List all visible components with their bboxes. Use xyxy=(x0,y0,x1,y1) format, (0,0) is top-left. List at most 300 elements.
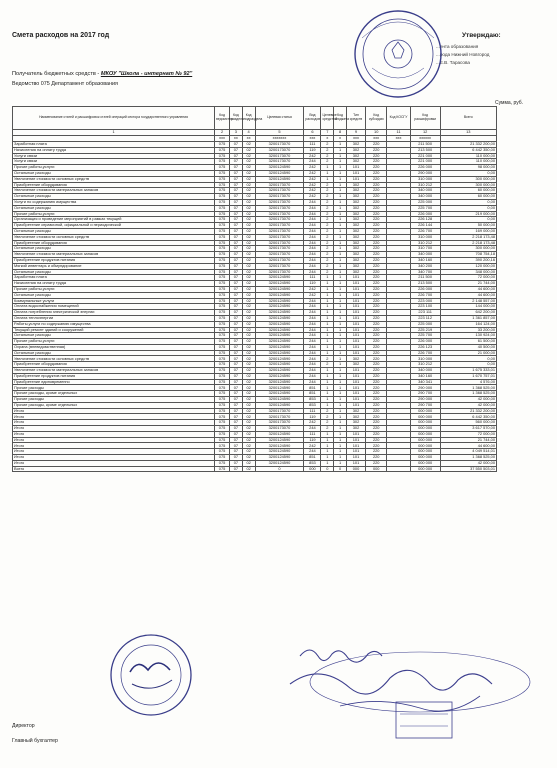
row-code-cell: 2 xyxy=(321,408,334,414)
row-code-cell: 220 xyxy=(366,443,387,449)
row-code-cell: 075 xyxy=(215,165,230,171)
row-code-cell: 1 xyxy=(334,182,347,188)
row-code-cell: 244 xyxy=(304,339,321,345)
row-code-cell: 220 xyxy=(366,281,387,287)
row-code-cell: 220 xyxy=(366,455,387,461)
row-amount-cell: 300 000,00 xyxy=(440,176,496,182)
column-number-7: 7 xyxy=(321,130,334,136)
row-code-cell: 1 xyxy=(321,315,334,321)
row-code-cell: 02 xyxy=(242,455,255,461)
row-code-cell: 07 xyxy=(230,240,243,246)
row-amount-cell: 1 368 525,00 xyxy=(440,385,496,391)
row-detail-code-cell: 225 700 xyxy=(410,205,440,211)
row-code-cell: 1 xyxy=(334,455,347,461)
row-code-cell: 07 xyxy=(230,402,243,408)
row-code-cell: 101 xyxy=(346,281,365,287)
row-code-cell: 244 xyxy=(304,298,321,304)
row-code-cell: 3200124590 xyxy=(255,170,304,176)
row-amount-cell: 21 744,00 xyxy=(440,281,496,287)
row-code-cell: 220 xyxy=(366,275,387,281)
row-code-cell: 244 xyxy=(304,234,321,240)
row-code-cell: 3200173070 xyxy=(255,228,304,234)
code-cell-2: ххх xyxy=(215,136,230,142)
row-code-cell: 07 xyxy=(230,205,243,211)
row-code-cell: 07 xyxy=(230,292,243,298)
row-code-cell: 075 xyxy=(215,310,230,316)
row-code-cell: 853 xyxy=(304,397,321,403)
row-detail-code-cell: 290 700 xyxy=(410,391,440,397)
row-name-cell: Прочие работы,услуги xyxy=(13,211,215,217)
row-amount-cell: 44 600,00 xyxy=(440,292,496,298)
row-name-cell: Приобретение оборудования xyxy=(13,362,215,368)
row-code-cell: 220 xyxy=(366,211,387,217)
row-code-cell: 075 xyxy=(215,263,230,269)
row-code-cell: 2 xyxy=(321,211,334,217)
code-cell-5: ххххххх xyxy=(255,136,304,142)
row-code-cell: 07 xyxy=(230,391,243,397)
row-amount-cell: 50 000,00 xyxy=(440,223,496,229)
row-code-cell: 2 xyxy=(321,205,334,211)
row-code-cell: 244 xyxy=(304,373,321,379)
row-name-cell: Остальные расходы xyxy=(13,269,215,275)
row-amount-cell: 3 617 570,00 xyxy=(440,426,496,432)
row-code-cell: 3200124590 xyxy=(255,286,304,292)
row-code-cell: 02 xyxy=(242,153,255,159)
row-name-cell: Приобретение справочной, официальной и периодической xyxy=(13,223,215,229)
row-code-cell: 242 xyxy=(304,292,321,298)
column-header-5: Целевая статья xyxy=(255,107,304,130)
row-code-cell: 3200124590 xyxy=(255,449,304,455)
row-code-cell: 3200124590 xyxy=(255,402,304,408)
row-code-cell: 220 xyxy=(366,327,387,333)
row-code-cell: 101 xyxy=(346,385,365,391)
row-amount-cell: 72 000,00 xyxy=(440,275,496,281)
row-code-cell: 3200173070 xyxy=(255,159,304,165)
row-code-cell: 02 xyxy=(242,437,255,443)
row-code-cell: 1 xyxy=(334,176,347,182)
row-code-cell: 244 xyxy=(304,199,321,205)
row-code-cell: 220 xyxy=(366,379,387,385)
row-code-cell: 220 xyxy=(366,188,387,194)
column-header-6: Вид расходов xyxy=(304,107,321,130)
row-code-cell: 302 xyxy=(346,211,365,217)
row-detail-code-cell: 226 000 xyxy=(410,165,440,171)
row-code-cell: 1 xyxy=(321,286,334,292)
row-code-cell: 220 xyxy=(366,182,387,188)
row-code-cell: 07 xyxy=(230,431,243,437)
row-code-cell: 075 xyxy=(215,176,230,182)
row-amount-cell: 300 000,00 xyxy=(440,182,496,188)
row-code-cell: 07 xyxy=(230,420,243,426)
row-code-cell: 101 xyxy=(346,333,365,339)
row-code-cell: 111 xyxy=(304,142,321,148)
row-code-cell: 101 xyxy=(346,379,365,385)
row-code-cell: 220 xyxy=(366,263,387,269)
row-code-cell: 220 xyxy=(366,310,387,316)
row-code-cell: 07 xyxy=(230,339,243,345)
row-amount-cell: 1 670 757,01 xyxy=(440,373,496,379)
row-code-cell: 3200124590 xyxy=(255,176,304,182)
row-code-cell: 1 xyxy=(334,170,347,176)
row-code-cell: 3200173070 xyxy=(255,252,304,258)
row-code-cell: 2 xyxy=(321,414,334,420)
row-code-cell: 075 xyxy=(215,379,230,385)
row-code-cell: 075 xyxy=(215,443,230,449)
row-code-cell: 2 xyxy=(321,142,334,148)
row-code-cell: 075 xyxy=(215,205,230,211)
row-code-cell: 220 xyxy=(366,286,387,292)
row-code-cell: 02 xyxy=(242,240,255,246)
row-detail-code-cell: 223 000 xyxy=(410,298,440,304)
row-code-cell: 1 xyxy=(334,165,347,171)
row-detail-code-cell: 226 128 xyxy=(410,217,440,223)
row-detail-code-cell: 226 700 xyxy=(410,350,440,356)
row-code-cell: 3200173070 xyxy=(255,223,304,229)
row-code-cell: 1 xyxy=(334,246,347,252)
row-code-cell: 1 xyxy=(321,321,334,327)
row-code-cell: 07 xyxy=(230,408,243,414)
row-code-cell: 075 xyxy=(215,344,230,350)
row-amount-cell: 42 000,00 xyxy=(440,397,496,403)
row-name-cell: Заработная плата xyxy=(13,142,215,148)
row-detail-code-cell: 225 219 xyxy=(410,327,440,333)
row-amount-cell: 4 049 514,01 xyxy=(440,449,496,455)
code-cell-11: ххх xyxy=(387,136,410,142)
row-name-cell: Увеличение стоимости материальных запасов xyxy=(13,188,215,194)
row-code-cell: 07 xyxy=(230,333,243,339)
row-code-cell: 302 xyxy=(346,234,365,240)
row-amount-cell: 98 000,00 xyxy=(440,165,496,171)
row-code-cell: 220 xyxy=(366,228,387,234)
row-code-cell: 02 xyxy=(242,350,255,356)
row-name-cell: Остальные расходы xyxy=(13,292,215,298)
row-code-cell: 220 xyxy=(366,385,387,391)
row-name-cell: Увеличение стоимости основных средств xyxy=(13,356,215,362)
row-code-cell: 07 xyxy=(230,304,243,310)
row-code-cell: 075 xyxy=(215,339,230,345)
row-code-cell: 02 xyxy=(242,397,255,403)
row-code-cell: 1 xyxy=(334,431,347,437)
row-code-cell: 111 xyxy=(304,275,321,281)
row-code-cell: 244 xyxy=(304,333,321,339)
row-code-cell: 302 xyxy=(346,420,365,426)
row-code-cell: 3200124590 xyxy=(255,385,304,391)
row-name-cell: Увеличение стоимости основных средств xyxy=(13,176,215,182)
row-code-cell: 075 xyxy=(215,466,230,472)
row-code-cell: 07 xyxy=(230,466,243,472)
row-code-cell: 3200124590 xyxy=(255,362,304,368)
row-code-cell: 07 xyxy=(230,298,243,304)
row-amount-cell: 21 332 200,00 xyxy=(440,142,496,148)
row-code-cell: 3200173070 xyxy=(255,217,304,223)
row-code-cell: 1 xyxy=(334,234,347,240)
row-amount-cell: 61 500,00 xyxy=(440,339,496,345)
row-code-cell: 302 xyxy=(346,153,365,159)
row-code-cell: 07 xyxy=(230,153,243,159)
row-code-cell: 244 xyxy=(304,327,321,333)
row-code-cell: 2 xyxy=(321,263,334,269)
row-code-cell: 220 xyxy=(366,368,387,374)
row-code-cell: 3200173070 xyxy=(255,153,304,159)
row-code-cell: 075 xyxy=(215,269,230,275)
row-code-cell: 3200124590 xyxy=(255,298,304,304)
row-amount-cell: 0,00 xyxy=(440,199,496,205)
row-code-cell: 07 xyxy=(230,368,243,374)
row-code-cell: 220 xyxy=(366,176,387,182)
row-name-cell: Итого xyxy=(13,455,215,461)
row-code-cell: 075 xyxy=(215,153,230,159)
row-code-cell: 119 xyxy=(304,414,321,420)
row-code-cell: 1 xyxy=(334,217,347,223)
row-amount-cell: 0,00 xyxy=(440,205,496,211)
row-name-cell: Увеличение стоимости материальных запасов xyxy=(13,368,215,374)
row-code-cell: 1 xyxy=(334,252,347,258)
row-code-cell: 07 xyxy=(230,257,243,263)
row-code-cell: 2 xyxy=(321,356,334,362)
row-detail-code-cell: 225 700 xyxy=(410,333,440,339)
row-code-cell: 101 xyxy=(346,327,365,333)
recipient-line xyxy=(12,71,192,77)
column-header-3: Код раздела xyxy=(230,107,243,130)
row-code-cell: 220 xyxy=(366,165,387,171)
row-code-cell: 02 xyxy=(242,188,255,194)
row-code-cell: 02 xyxy=(242,466,255,472)
column-header-7: Целевые средства xyxy=(321,107,334,130)
recipient-name: МКОУ "Школа - интернат № 92" xyxy=(100,71,193,77)
row-code-cell: 075 xyxy=(215,356,230,362)
row-code-cell: 075 xyxy=(215,275,230,281)
row-code-cell: 244 xyxy=(304,217,321,223)
row-code-cell: 07 xyxy=(230,176,243,182)
row-name-cell: Итого xyxy=(13,431,215,437)
row-code-cell: 1 xyxy=(334,228,347,234)
row-code-cell: 101 xyxy=(346,344,365,350)
row-code-cell: 1 xyxy=(334,368,347,374)
row-code-cell: 02 xyxy=(242,373,255,379)
row-code-cell: 075 xyxy=(215,217,230,223)
row-code-cell: 220 xyxy=(366,397,387,403)
row-code-cell: 075 xyxy=(215,327,230,333)
row-code-cell: 075 xyxy=(215,460,230,466)
row-code-cell: 1 xyxy=(334,240,347,246)
row-code-cell: 07 xyxy=(230,188,243,194)
row-code-cell: 1 xyxy=(334,194,347,200)
row-code-cell: 101 xyxy=(346,443,365,449)
row-code-cell: 02 xyxy=(242,281,255,287)
row-name-cell: Остальные расходы xyxy=(13,228,215,234)
row-detail-code-cell: 226 000 xyxy=(410,211,440,217)
row-code-cell: 07 xyxy=(230,182,243,188)
row-code-cell: 075 xyxy=(215,228,230,234)
row-code-cell: 02 xyxy=(242,339,255,345)
row-code-cell: 07 xyxy=(230,281,243,287)
row-detail-code-cell: 213 500 xyxy=(410,147,440,153)
row-code-cell: 220 xyxy=(366,362,387,368)
row-code-cell: 242 xyxy=(304,194,321,200)
row-code-cell: 07 xyxy=(230,356,243,362)
row-code-cell: 075 xyxy=(215,408,230,414)
row-code-cell: 0 xyxy=(334,466,347,472)
row-code-cell: 1 xyxy=(334,142,347,148)
row-code-cell: 02 xyxy=(242,379,255,385)
row-code-cell: 075 xyxy=(215,142,230,148)
row-code-cell: 3200124590 xyxy=(255,437,304,443)
row-amount-cell: 300 000,00 xyxy=(440,246,496,252)
row-code-cell: 242 xyxy=(304,420,321,426)
row-code-cell: 02 xyxy=(242,385,255,391)
row-code-cell: 02 xyxy=(242,170,255,176)
row-code-cell: 851 xyxy=(304,385,321,391)
row-detail-code-cell: 310 000 xyxy=(410,356,440,362)
row-amount-cell: 1 675 333,01 xyxy=(440,368,496,374)
row-amount-cell: 219 000,00 xyxy=(440,211,496,217)
row-name-cell: Остальные расходы xyxy=(13,333,215,339)
row-code-cell: 075 xyxy=(215,402,230,408)
row-code-cell: 3200124590 xyxy=(255,350,304,356)
row-code-cell: 075 xyxy=(215,397,230,403)
small-stamp-icon xyxy=(394,700,454,740)
row-amount-cell: 120 000,00 xyxy=(440,263,496,269)
row-detail-code-cell: 290 700 xyxy=(410,402,440,408)
row-code-cell: 1 xyxy=(321,339,334,345)
row-code-cell: 3200173070 xyxy=(255,234,304,240)
row-code-cell: 244 xyxy=(304,228,321,234)
row-code-cell: 1 xyxy=(321,176,334,182)
row-code-cell: 101 xyxy=(346,373,365,379)
currency-label: Сумма, руб. xyxy=(495,100,524,106)
row-code-cell: 101 xyxy=(346,339,365,345)
row-detail-code-cell: 340 341 xyxy=(410,379,440,385)
row-code-cell: 07 xyxy=(230,344,243,350)
row-code-cell: 000 xyxy=(366,466,387,472)
row-amount-cell: 72 000,00 xyxy=(440,431,496,437)
row-code-cell: 220 xyxy=(366,298,387,304)
row-amount-cell: 169 000,00 xyxy=(440,228,496,234)
row-code-cell: 02 xyxy=(242,159,255,165)
row-code-cell: 1 xyxy=(334,362,347,368)
row-name-cell: Работы,услуги по содержанию имущества xyxy=(13,321,215,327)
row-amount-cell: 4 576,00 xyxy=(440,379,496,385)
code-cell-4: хх xyxy=(242,136,255,142)
column-header-11: Код КОСГУ xyxy=(387,107,410,130)
row-amount-cell: 21 000,00 xyxy=(440,350,496,356)
row-amount-cell: 2 148 557,00 xyxy=(440,298,496,304)
row-code-cell: 1 xyxy=(321,327,334,333)
row-code-cell: 075 xyxy=(215,147,230,153)
row-code-cell: 3200124590 xyxy=(255,339,304,345)
row-code-cell: 220 xyxy=(366,269,387,275)
row-code-cell: 3200173070 xyxy=(255,269,304,275)
row-code-cell: 101 xyxy=(346,170,365,176)
row-code-cell: 220 xyxy=(366,437,387,443)
row-detail-code-cell: 340 200 xyxy=(410,263,440,269)
row-code-cell: 302 xyxy=(346,159,365,165)
code-cell-12: хххххх xyxy=(410,136,440,142)
row-code-cell: 075 xyxy=(215,159,230,165)
row-amount-cell: 44 600,00 xyxy=(440,443,496,449)
row-code-cell: 02 xyxy=(242,449,255,455)
row-code-cell: 242 xyxy=(304,286,321,292)
row-code-cell: 075 xyxy=(215,246,230,252)
row-code-cell: 1 xyxy=(334,385,347,391)
row-code-cell: 02 xyxy=(242,443,255,449)
row-code-cell: 02 xyxy=(242,344,255,350)
row-code-cell: 302 xyxy=(346,182,365,188)
row-code-cell: 302 xyxy=(346,194,365,200)
row-code-cell: 3200124590 xyxy=(255,455,304,461)
row-code-cell: 220 xyxy=(366,431,387,437)
row-code-cell: 07 xyxy=(230,217,243,223)
row-code-cell: 3200173070 xyxy=(255,147,304,153)
row-code-cell: 000 xyxy=(346,466,365,472)
row-code-cell: 853 xyxy=(304,402,321,408)
row-code-cell: 220 xyxy=(366,170,387,176)
row-code-cell: 1 xyxy=(334,397,347,403)
row-name-cell: Итого xyxy=(13,420,215,426)
row-code-cell: 3200173070 xyxy=(255,194,304,200)
row-name-cell: Заработная плата xyxy=(13,275,215,281)
row-code-cell: 302 xyxy=(346,263,365,269)
row-code-cell: 302 xyxy=(346,257,365,263)
row-code-cell: 1 xyxy=(321,443,334,449)
row-code-cell: 07 xyxy=(230,315,243,321)
row-code-cell: 220 xyxy=(366,339,387,345)
row-code-cell: 1 xyxy=(334,373,347,379)
row-code-cell: 07 xyxy=(230,327,243,333)
row-code-cell: 302 xyxy=(346,246,365,252)
row-code-cell: 1 xyxy=(321,344,334,350)
row-code-cell: 02 xyxy=(242,217,255,223)
row-code-cell: 000 xyxy=(304,466,321,472)
row-code-cell: 02 xyxy=(242,431,255,437)
row-code-cell: 244 xyxy=(304,315,321,321)
row-code-cell: 02 xyxy=(242,257,255,263)
row-code-cell: 2 xyxy=(321,188,334,194)
row-code-cell: 3200124590 xyxy=(255,333,304,339)
column-number-5: 5 xyxy=(255,130,304,136)
row-code-cell: 075 xyxy=(215,321,230,327)
row-code-cell: 07 xyxy=(230,159,243,165)
approve-line-3: ...Е.В. Тарасова xyxy=(436,60,470,65)
row-amount-cell: 390 200,16 xyxy=(440,257,496,263)
row-code-cell: 1 xyxy=(334,269,347,275)
row-code-cell: 3200124590 xyxy=(255,275,304,281)
row-code-cell: 07 xyxy=(230,385,243,391)
row-code-cell: 1 xyxy=(334,344,347,350)
row-code-cell: 119 xyxy=(304,147,321,153)
approve-line-1: ...ента образования xyxy=(436,44,479,49)
column-number-13: 13 xyxy=(440,130,496,136)
row-code-cell: 244 xyxy=(304,269,321,275)
row-code-cell: 1 xyxy=(321,170,334,176)
code-cell-3: хх xyxy=(230,136,243,142)
row-name-cell: Приобретение оборудования xyxy=(13,240,215,246)
row-amount-cell: 0,00 xyxy=(440,170,496,176)
row-code-cell: 3200173070 xyxy=(255,246,304,252)
row-amount-cell: 2 218 173,48 xyxy=(440,240,496,246)
row-code-cell: 244 xyxy=(304,263,321,269)
row-code-cell: 02 xyxy=(242,252,255,258)
row-code-cell: 07 xyxy=(230,426,243,432)
row-code-cell: 101 xyxy=(346,176,365,182)
row-detail-code-cell: 225 000 xyxy=(410,321,440,327)
row-amount-cell: 37 550 503,01 xyxy=(440,466,496,472)
row-name-cell: Итого xyxy=(13,414,215,420)
row-code-cell: 1 xyxy=(321,385,334,391)
row-code-cell: 075 xyxy=(215,368,230,374)
row-name-cell: Приобретение продуктов питания xyxy=(13,257,215,263)
row-code-cell: 220 xyxy=(366,205,387,211)
